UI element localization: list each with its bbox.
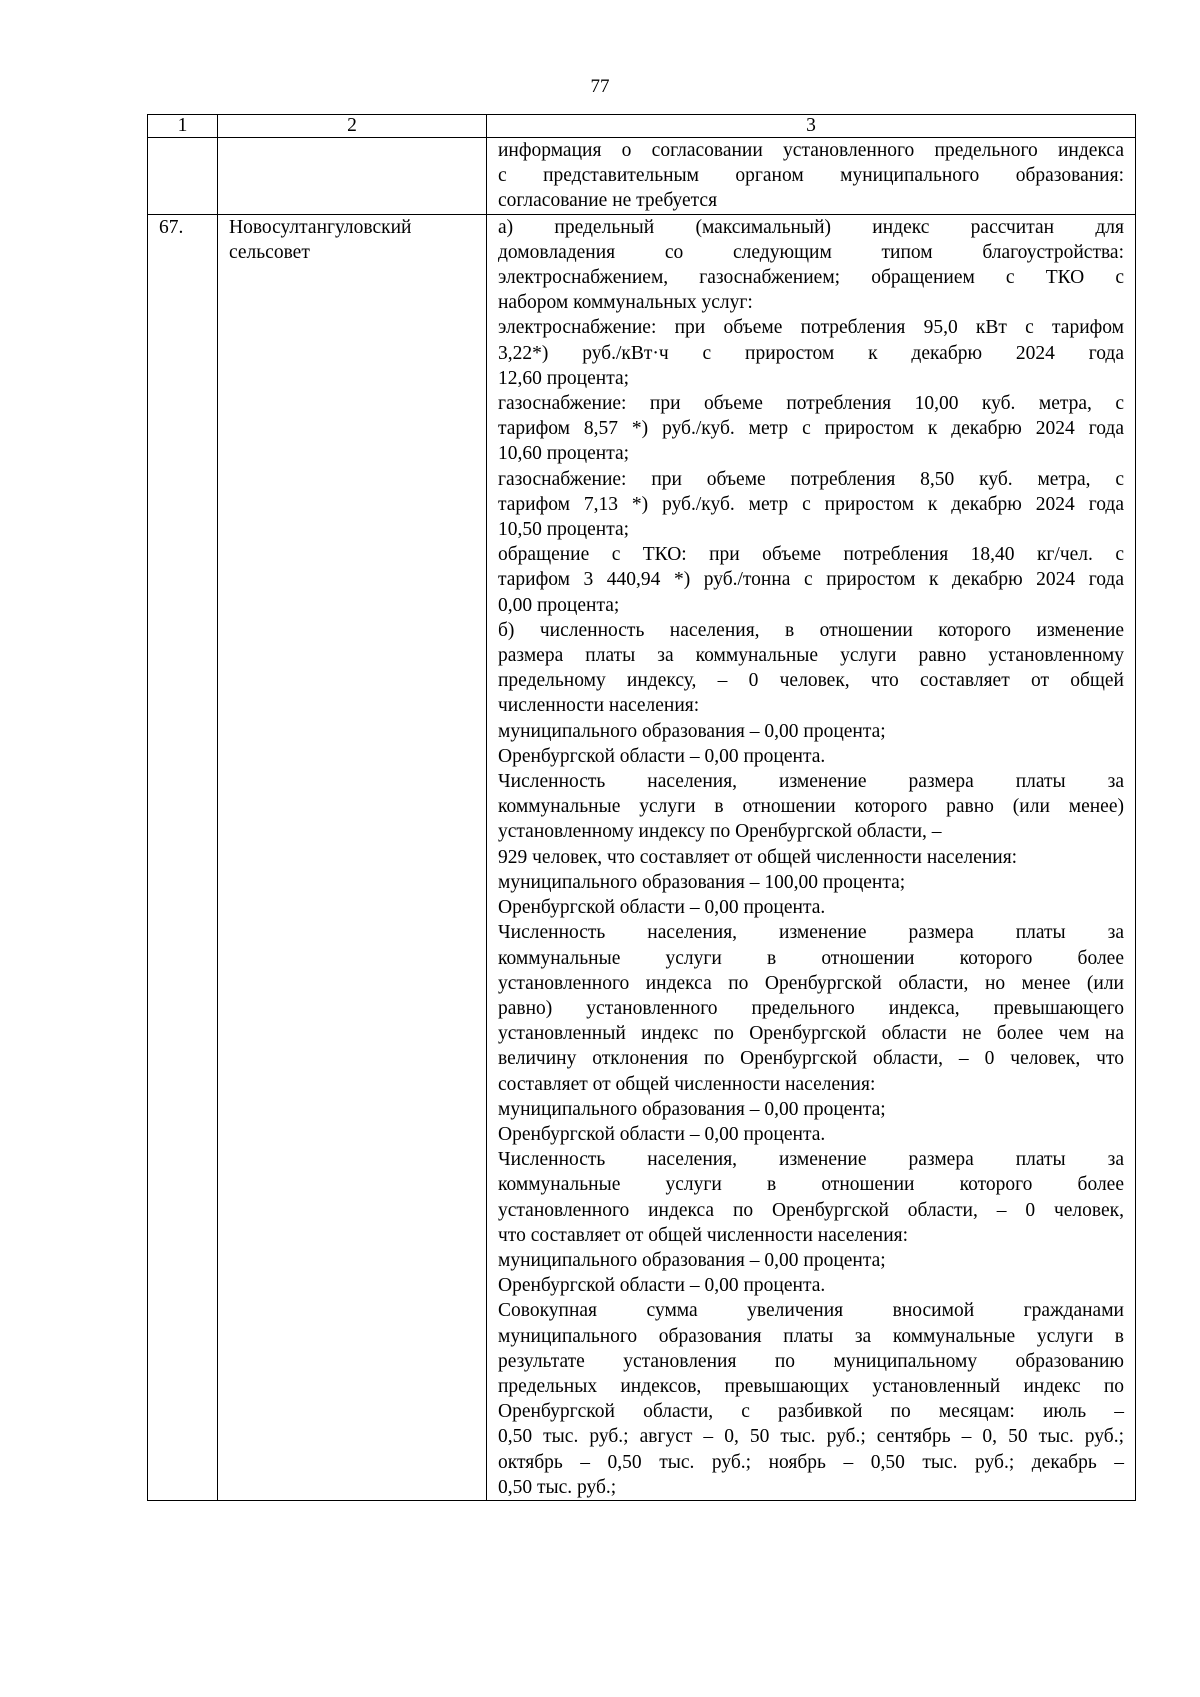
continuation-text-cell	[487, 138, 1136, 215]
text-line: набором коммунальных услуг:	[498, 292, 753, 314]
text-line: 10,60 процента;	[498, 443, 630, 465]
text-line: Оренбургской области – 0,00 процента.	[498, 1275, 826, 1297]
text-line: тарифом 8,57 *) руб./куб. метр с приростом к декабрю 2024 года	[498, 418, 1124, 440]
index-details-text	[498, 215, 1124, 1500]
text-line: установленному индексу по Оренбургской области, –	[498, 821, 942, 843]
tariff-table	[147, 114, 1136, 1501]
text-line: Совокупная сумма увеличения вносимой гражданами	[498, 1300, 1124, 1322]
row-number: 67.	[148, 214, 218, 1500]
text-line: Численность населения, изменение размера платы за	[498, 771, 1124, 793]
text-line: предельному индексу, – 0 человек, что составляет от общей	[498, 670, 1124, 692]
text-line: б) численность населения, в отношении которого изменение	[498, 619, 1124, 641]
text-line: с представительным органом муниципального образования:	[498, 165, 1124, 187]
text-line: Численность населения, изменение размера платы за	[498, 922, 1124, 944]
text-line: муниципального образования – 0,00 процента;	[498, 1249, 886, 1271]
text-line: равно) установленного предельного индекса, превышающего	[498, 997, 1124, 1019]
header-col-3: 3	[487, 115, 1136, 138]
text-line: а) предельный (максимальный) индекс рассчитан для	[498, 216, 1124, 238]
text-line: составляет от общей численности населения:	[498, 1073, 876, 1095]
text-line: октябрь – 0,50 тыс. руб.; ноябрь – 0,50 тыс. руб.; декабрь –	[498, 1451, 1124, 1473]
text-line: 12,60 процента;	[498, 367, 630, 389]
continuation-number-cell	[148, 138, 218, 215]
text-line: Численность населения, изменение размера платы за	[498, 1149, 1124, 1171]
municipality-name-cell	[218, 214, 487, 1500]
text-line: Оренбургской области, с разбивкой по месяцам: июль –	[498, 1401, 1124, 1423]
text-line: Оренбургской области – 0,00 процента.	[498, 897, 826, 919]
text-line: информация о согласовании установленного предельного индекса	[498, 140, 1124, 161]
text-line: тарифом 3 440,94 *) руб./тонна с приростом к декабрю 2024 года	[498, 569, 1124, 591]
text-line: установленного индекса по Оренбургской области, но менее (или	[498, 972, 1124, 994]
text-line: Оренбургской области – 0,00 процента.	[498, 1123, 826, 1145]
municipality-type: сельсовет	[229, 241, 310, 263]
text-line: предельных индексов, превышающих установленный индекс по	[498, 1375, 1124, 1397]
text-line: 0,50 тыс. руб.; август – 0, 50 тыс. руб.; сентябрь – 0, 50 тыс. руб.;	[498, 1426, 1124, 1448]
text-line: что составляет от общей численности населения:	[498, 1224, 909, 1246]
municipality-name: Новосултангуловский	[229, 216, 412, 238]
text-line: муниципального образования платы за коммунальные услуги в	[498, 1325, 1124, 1347]
text-line: коммунальные услуги в отношении которого равно (или менее)	[498, 796, 1124, 818]
text-line: коммунальные услуги в отношении которого более	[498, 1174, 1124, 1196]
continuation-name-cell	[218, 138, 487, 215]
text-line: установленный индекс по Оренбургской области не более чем на	[498, 1023, 1124, 1045]
text-line: установленного индекса по Оренбургской области, – 0 человек,	[498, 1199, 1124, 1221]
table-header-row	[148, 115, 1136, 138]
text-line: муниципального образования – 0,00 процента;	[498, 1098, 886, 1120]
text-line: 929 человек, что составляет от общей численности населения:	[498, 846, 1018, 868]
text-line: размера платы за коммунальные услуги равно установленному	[498, 645, 1124, 667]
table-row-67	[148, 214, 1136, 1500]
text-line: величину отклонения по Оренбургской области, – 0 человек, что	[498, 1048, 1124, 1070]
text-line: согласование не требуется	[498, 190, 718, 212]
text-line: муниципального образования – 100,00 процента;	[498, 871, 906, 893]
continuation-text	[498, 138, 1124, 214]
text-line: электроснабжением, газоснабжением; обращением с ТКО с	[498, 267, 1124, 289]
text-line: 0,00 процента;	[498, 594, 620, 616]
header-col-2: 2	[218, 115, 487, 138]
text-line: тарифом 7,13 *) руб./куб. метр с приростом к декабрю 2024 года	[498, 493, 1124, 515]
text-line: 3,22*) руб./кВт·ч с приростом к декабрю 2024 года	[498, 342, 1124, 364]
index-details-cell	[487, 214, 1136, 1500]
table-row-continuation	[148, 138, 1136, 215]
text-line: результате установления по муниципальному образованию	[498, 1350, 1124, 1372]
text-line: 10,50 процента;	[498, 519, 630, 541]
header-col-1: 1	[148, 115, 218, 138]
text-line: коммунальные услуги в отношении которого более	[498, 947, 1124, 969]
text-line: домовладения со следующим типом благоустройства:	[498, 241, 1124, 263]
text-line: электроснабжение: при объеме потребления 95,0 кВт с тарифом	[498, 317, 1124, 339]
page-number: 77	[590, 76, 610, 97]
text-line: Оренбургской области – 0,00 процента.	[498, 745, 826, 767]
text-line: газоснабжение: при объеме потребления 8,50 куб. метра, с	[498, 468, 1124, 490]
text-line: газоснабжение: при объеме потребления 10,00 куб. метра, с	[498, 393, 1124, 415]
text-line: обращение с ТКО: при объеме потребления 18,40 кг/чел. с	[498, 544, 1124, 566]
text-line: 0,50 тыс. руб.;	[498, 1476, 617, 1498]
text-line: численности населения:	[498, 695, 700, 717]
text-line: муниципального образования – 0,00 процента;	[498, 720, 886, 742]
